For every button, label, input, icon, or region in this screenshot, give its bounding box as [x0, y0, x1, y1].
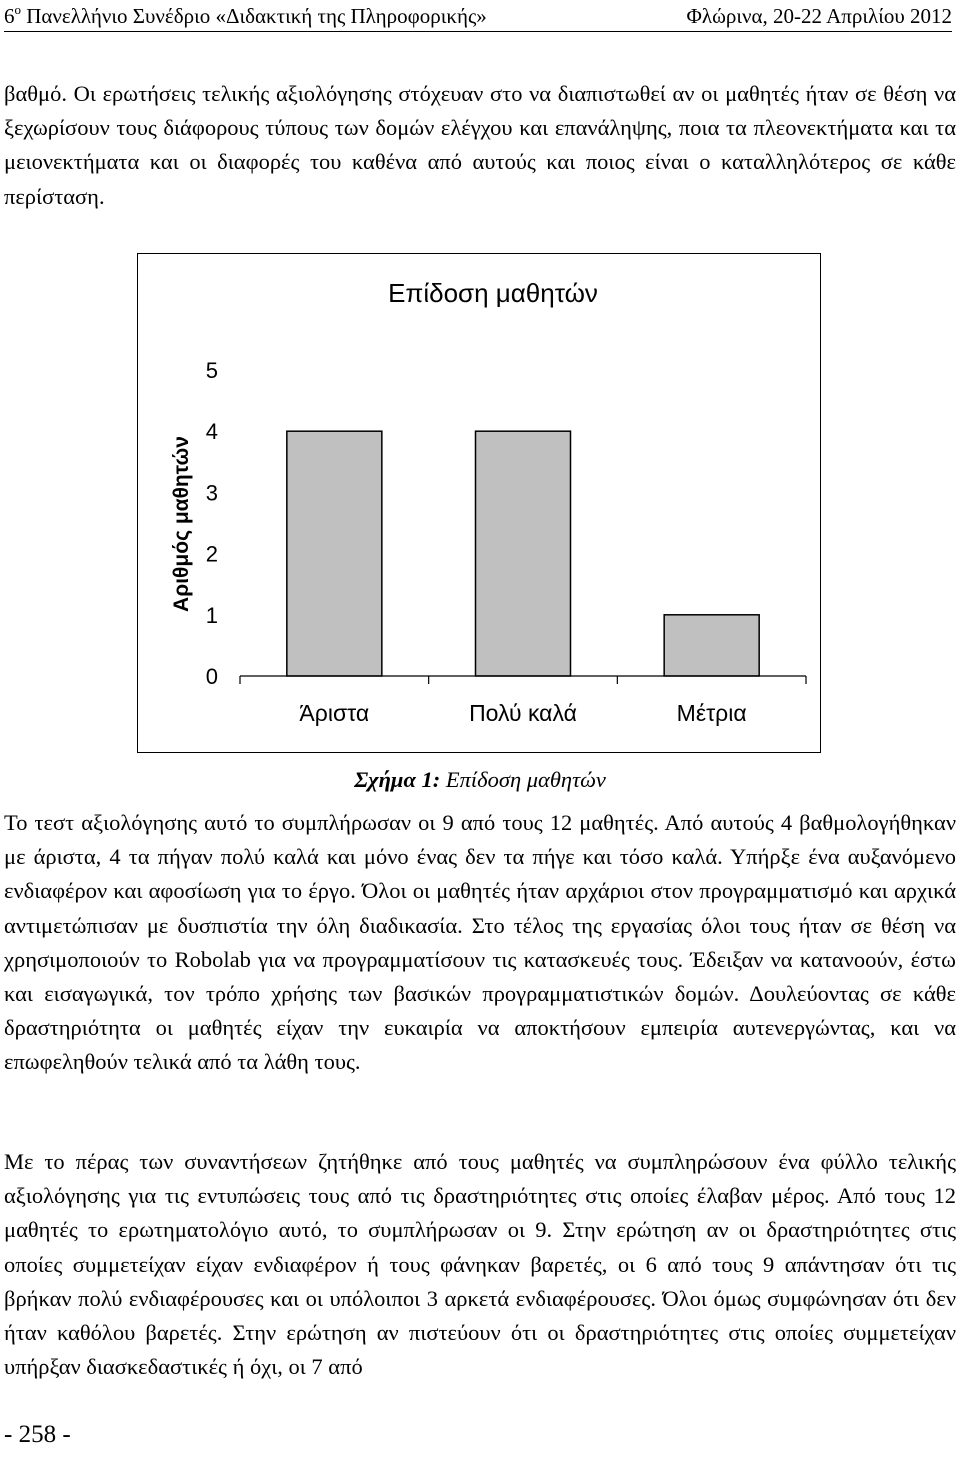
chart-title: Επίδοση μαθητών [388, 278, 598, 308]
y-tick-label: 1 [205, 602, 218, 628]
caption-label: Σχήμα 1: [354, 767, 441, 792]
paragraph-results: Το τεστ αξιολόγησης αυτό το συμπλήρωσαν οι 9 από τους 12 μαθητές. Από αυτούς 4 βαθμολογήθηκαν με άριστα, 4 τα πήγαν πολύ καλά και μόνο ένας δεν τα πήγε και τόσο καλά. Υπήρξε ένα αυξανόμενο ενδιαφέρον και αφοσίωση για το έργο. Όλοι οι μαθητές ήταν αρχάριοι στον προγραμματισμό και αρχικά αντιμετώπισαν με δυσπιστία την όλη διαδικασία. Στο τέλος της εργασίας όλοι τους ήταν σε θέση να χρησιμοποιούν το Robolab για να προγραμματίσουν τις κατασκευές τους. Έδειξαν να κατανοούν, έστω και εισαγωγικά, τον τρόπο χρήσης των βασικών προγραμματιστικών δομών. Δουλεύοντας σε κάθε δραστηριότητα οι μαθητές είχαν την ευκαιρία να αποκτήσουν εμπειρία αυτενεργώντας, και να επωφεληθούν τελικά από τα λάθη τους. [4, 810, 956, 1075]
chart-figure [137, 253, 821, 753]
conference-name: $6^o$ Πανελλήνιο Συνέδριο «Διδακτική της Πληροφορικής» [4, 2, 487, 28]
paragraph-intro: βαθμό. Οι ερωτήσεις τελικής αξιολόγησης στόχευαν στο να διαπιστωθεί αν οι μαθητές ήταν σε θέση να ξεχωρίσουν τους διάφορους τύπους των δομών ελέγχου και επανάληψης, ποια τα πλεονεκτήματα και τα μειονεκτήματα και οι διαφορές του καθένα από αυτούς και ποιος είναι ο καταλληλότερος σε κάθε περίσταση. [4, 81, 956, 209]
bar [664, 615, 759, 676]
figure-caption [0, 765, 960, 795]
caption-text: Επίδοση μαθητών [440, 767, 606, 792]
page-header [4, 2, 952, 32]
x-tick-label: Άριστα [299, 700, 370, 726]
bar-chart [138, 254, 822, 754]
conference-location-date: Φλώρινα, 20-22 Απριλίου 2012 [686, 4, 952, 28]
paragraph-survey: Με το πέρας των συναντήσεων ζητήθηκε από τους μαθητές να συμπληρώσουν ένα φύλλο τελικής αξιολόγησης για τις εντυπώσεις τους από τις δραστηριότητες στις οποίες έλαβαν μέρος. Από τους 12 μαθητές το ερωτηματολόγιο αυτό, το συμπλήρωσαν οι 9. Στην ερώτηση αν οι δραστηριότητες στις οποίες συμμετείχαν είχαν ενδιαφέρον ή τους φάνηκαν βαρετές, οι 6 από τους 9 απάντησαν ότι τις βρήκαν πολύ ενδιαφέρουσες και οι υπόλοιποι 3 αρκετά ενδιαφέρουσες. Όλοι όμως συμφώνησαν ότι δεν ήταν καθόλου βαρετές. Στην ερώτηση αν πιστεύουν ότι οι δραστηριότητες στις οποίες συμμετείχαν υπήρξαν διασκεδαστικές ή όχι, οι 7 από [4, 1149, 956, 1380]
y-tick-label: 4 [205, 419, 218, 445]
y-tick-label: 5 [205, 358, 218, 383]
x-tick-label: Μέτρια [676, 700, 747, 726]
bar [287, 431, 382, 676]
y-tick-label: 3 [205, 480, 218, 506]
y-axis-label: Αριθμός μαθητών [170, 436, 193, 612]
y-tick-label: 2 [205, 541, 218, 567]
page-number: - 258 - [4, 1421, 71, 1448]
y-tick-label: 0 [205, 664, 218, 689]
x-tick-label: Πολύ καλά [469, 700, 577, 726]
header-rule [4, 31, 952, 32]
bar [476, 431, 571, 676]
